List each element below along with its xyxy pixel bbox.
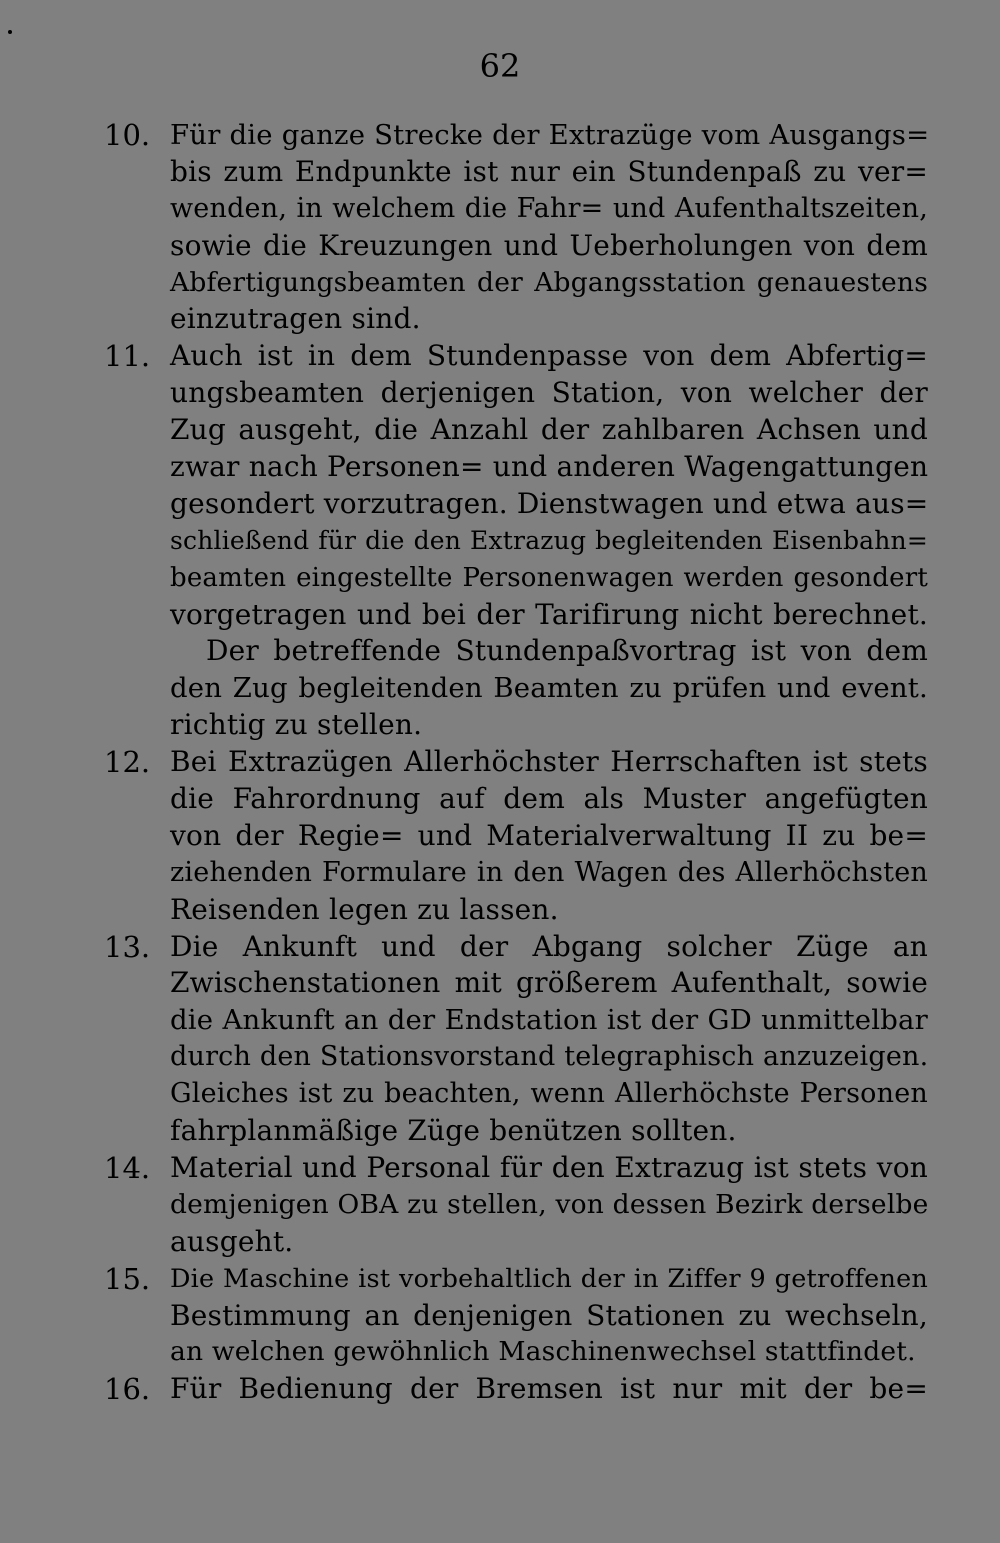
text-line: Der betreffende Stundenpaßvortrag ist von dem	[206, 634, 928, 668]
text-line: gesondert vorzutragen. Dienstwagen und etwa aus=	[170, 486, 929, 520]
text-line: beamten eingestellte Personenwagen werden gesondert	[170, 562, 928, 593]
text-line: Bestimmung an denjenigen Stationen zu wechseln,	[170, 1298, 928, 1332]
text-line: Die Maschine ist vorbehaltlich der in Ziffer 9 getroffenen	[170, 1263, 928, 1294]
text-line: Für Bedienung der Bremsen ist nur mit der be=	[170, 1372, 928, 1406]
text-line: vorgetragen und bei der Tarifirung nicht berechnet.	[170, 597, 928, 631]
text-line: Abfertigungsbeamten der Abgangsstation genauestens	[170, 266, 928, 298]
text-line: Gleiches ist zu beachten, wenn Allerhöchste Personen	[170, 1078, 928, 1110]
scan-speck	[8, 30, 12, 34]
text-line: durch den Stationsvorstand telegraphisch anzuzeigen.	[170, 1041, 929, 1073]
text-line: Material und Personal für den Extrazug ist stets von	[170, 1150, 928, 1184]
item-number: 11.	[104, 339, 151, 374]
item-number: 10.	[104, 118, 151, 152]
text-line: richtig zu stellen.	[170, 708, 423, 742]
text-line: an welchen gewöhnlich Maschinenwechsel stattfindet.	[170, 1336, 916, 1368]
text-line: Zwischenstationen mit größerem Aufenthalt, sowie	[170, 966, 928, 1000]
text-line: wenden, in welchem die Fahr= und Aufenthaltszeiten,	[170, 192, 928, 224]
item-number: 13.	[104, 929, 151, 964]
text-line: bis zum Endpunkte ist nur ein Stundenpaß zu ver=	[170, 154, 928, 188]
text-line: ausgeht.	[170, 1224, 294, 1258]
text-line: Für die ganze Strecke der Extrazüge vom Ausgangs=	[170, 119, 930, 151]
text-line: ziehenden Formulare in den Wagen des Allerhöchsten	[170, 856, 928, 888]
item-number: 16.	[104, 1372, 151, 1407]
item-number: 15.	[104, 1261, 151, 1296]
item-14	[0, 1150, 1000, 1261]
item-15	[0, 1261, 1000, 1372]
text-line: zwar nach Personen= und anderen Wagengattungen	[170, 450, 929, 484]
text-line: Die Ankunft und der Abgang solcher Züge an	[170, 929, 928, 963]
item-number: 14.	[104, 1150, 151, 1185]
text-line: demjenigen OBA zu stellen, von dessen Bezirk derselbe	[170, 1188, 929, 1220]
text-line: die Fahrordnung auf dem als Muster angefügten	[170, 782, 928, 816]
item-11	[0, 338, 1000, 744]
text-line: Auch ist in dem Stundenpasse von dem Abfertig=	[170, 339, 928, 373]
text-line: Zug ausgeht, die Anzahl der zahlbaren Achsen und	[170, 413, 928, 447]
item-16	[0, 1371, 1000, 1408]
text-line: schließend für die den Extrazug begleitenden Eisenbahn=	[170, 525, 928, 555]
numbered-items	[0, 117, 1000, 1408]
text-line: ungsbeamten derjenigen Station, von welcher der	[170, 376, 928, 410]
text-line: die Ankunft an der Endstation ist der GD unmittelbar	[170, 1004, 928, 1037]
item-10	[0, 117, 1000, 338]
item-number: 12.	[104, 745, 151, 780]
item-13	[0, 929, 1000, 1150]
text-line: von der Regie= und Materialverwaltung II zu be=	[170, 818, 928, 852]
text-line: sowie die Kreuzungen und Ueberholungen von dem	[170, 228, 928, 262]
text-line: den Zug begleitenden Beamten zu prüfen und event.	[170, 672, 928, 705]
text-line: Reisenden legen zu lassen.	[170, 892, 559, 926]
text-line: Bei Extrazügen Allerhöchster Herrschaften ist stets	[170, 745, 928, 779]
text-line: einzutragen sind.	[170, 302, 421, 336]
text-line: fahrplanmäßige Züge benützen sollten.	[170, 1114, 737, 1148]
page-number: 62	[479, 47, 521, 85]
item-12	[0, 744, 1000, 928]
